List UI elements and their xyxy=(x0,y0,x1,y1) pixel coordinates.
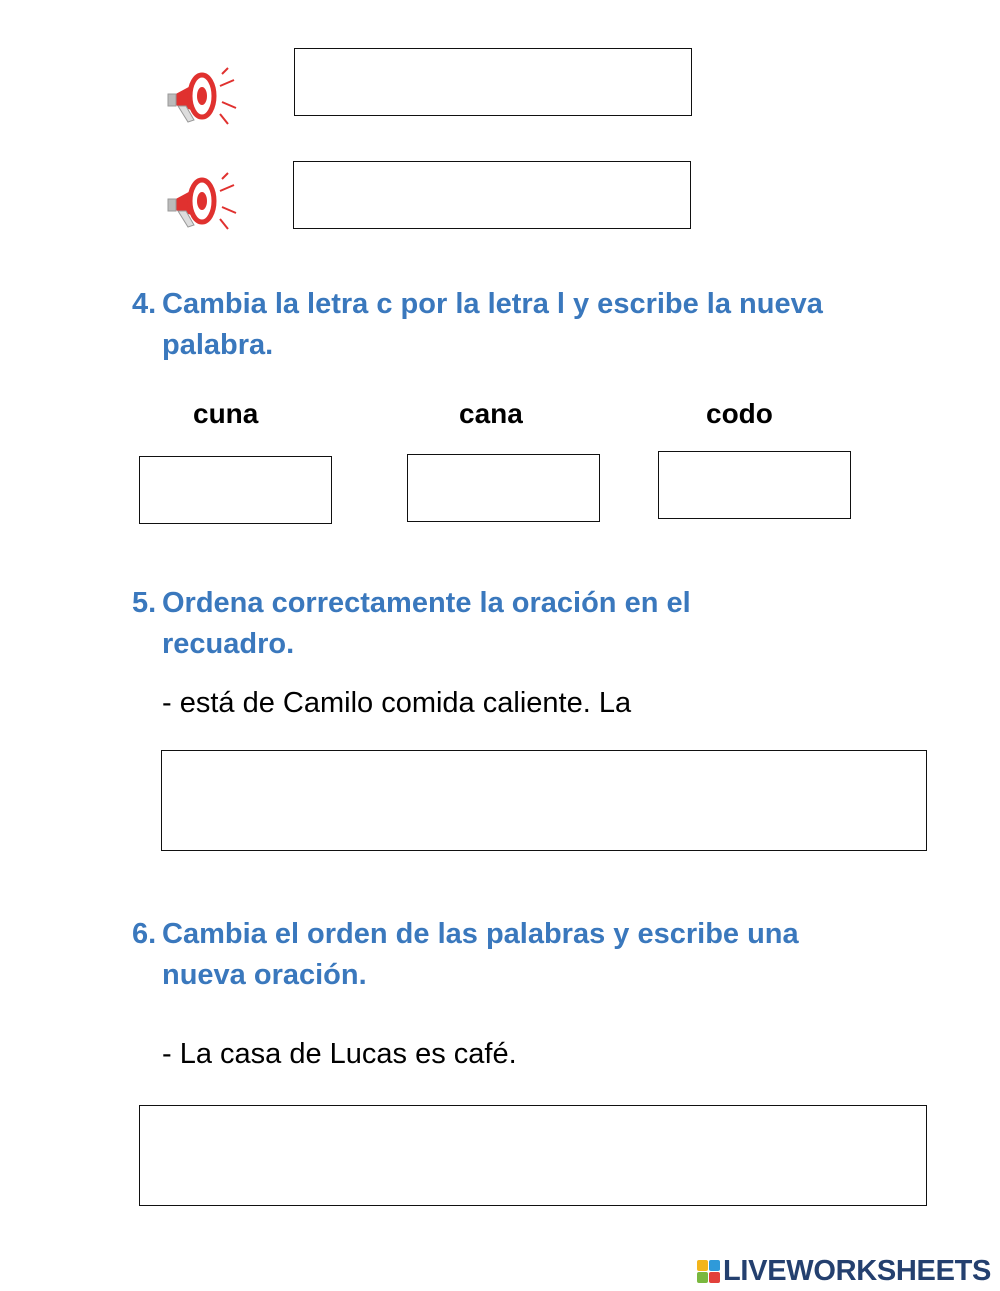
answer-box-cana[interactable] xyxy=(407,454,600,522)
liveworksheets-logo xyxy=(697,1254,991,1288)
answer-box-listen-2[interactable] xyxy=(293,161,691,229)
question-4 xyxy=(132,284,932,368)
question-5-sentence: - está de Camilo comida caliente. La xyxy=(162,687,632,719)
question-5-text-line1: Ordena correctamente la oración en el xyxy=(162,587,691,619)
question-4-text-line1: Cambia la letra c por la letra l y escribe la nueva xyxy=(162,288,823,320)
question-6-sentence: - La casa de Lucas es café. xyxy=(162,1038,517,1070)
megaphone-icon[interactable] xyxy=(162,62,244,134)
question-5-text-line2: recuadro. xyxy=(162,628,295,660)
question-6-number: 6. xyxy=(132,918,157,950)
word-codo: codo xyxy=(706,398,773,429)
answer-box-listen-1[interactable] xyxy=(294,48,692,116)
word-cana: cana xyxy=(459,398,523,429)
word-cuna: cuna xyxy=(193,398,259,429)
question-6-text-line1: Cambia el orden de las palabras y escribe una xyxy=(162,918,799,950)
question-6 xyxy=(132,914,932,998)
question-6-text-line2: nueva oración. xyxy=(162,959,367,991)
question-5-number: 5. xyxy=(132,587,157,619)
logo-mark-icon xyxy=(697,1260,720,1283)
answer-box-cuna[interactable] xyxy=(139,456,332,524)
answer-box-codo[interactable] xyxy=(658,451,851,519)
question-4-text-line2: palabra. xyxy=(162,329,274,361)
megaphone-icon[interactable] xyxy=(162,167,244,239)
answer-box-q6[interactable] xyxy=(139,1105,927,1206)
brand-name: LIVEWORKSHEETS xyxy=(723,1254,992,1287)
answer-box-q5[interactable] xyxy=(161,750,927,851)
question-4-number: 4. xyxy=(132,288,157,320)
question-5 xyxy=(132,583,932,667)
